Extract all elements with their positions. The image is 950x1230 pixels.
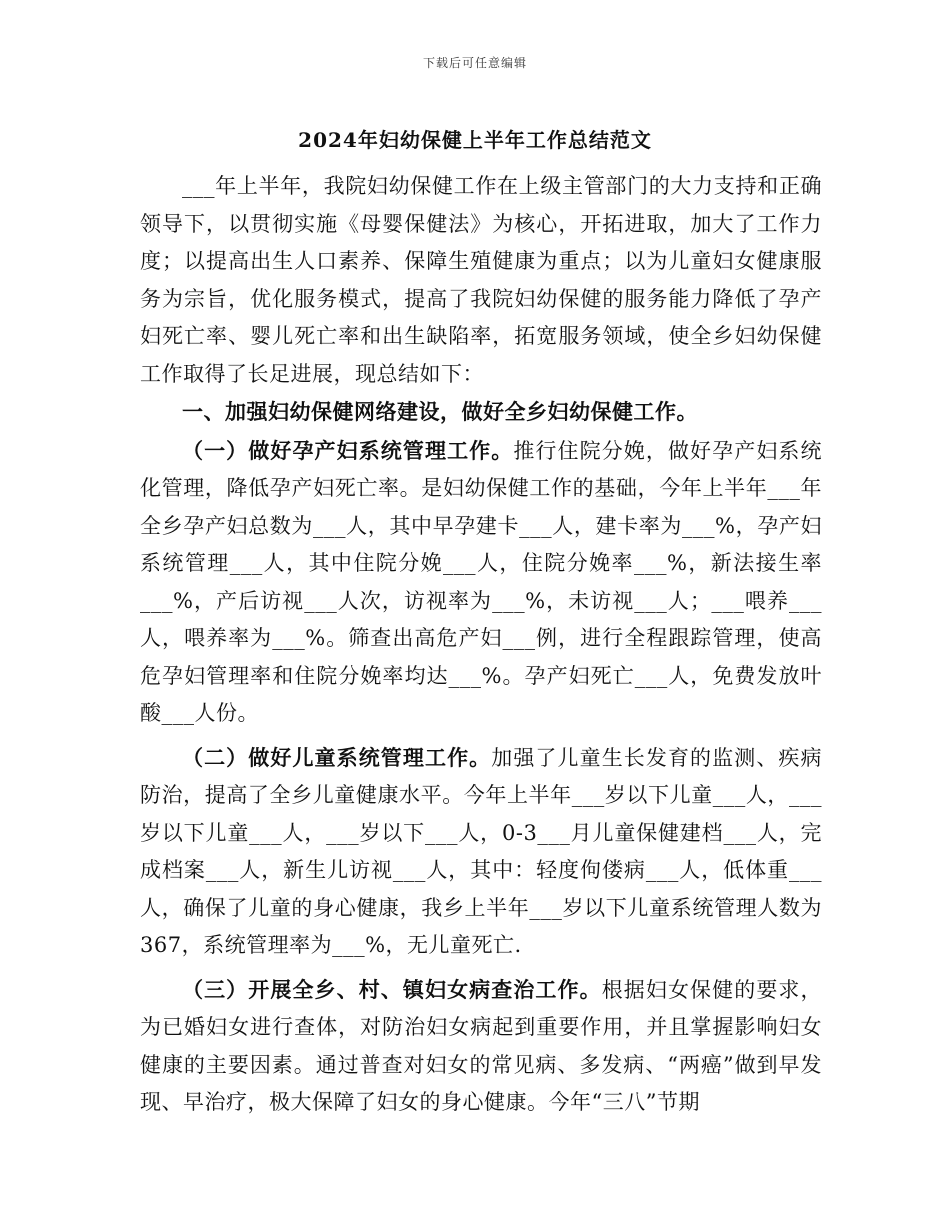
subsection-heading-2: （二）做好儿童系统管理工作。: [182, 744, 492, 770]
intro-paragraph: ___年上半年，我院妇幼保健工作在上级主管部门的大力支持和正确领导下，以贯彻实施《母婴保健法》为核心，开拓进取，加大了工作力度；以提高出生人口素养、保障生殖健康为重点；以为儿童妇女健康服务为宗旨，优化服务模式，提高了我院妇幼保健的服务能力降低了孕产妇死亡率、婴儿死亡率和出生缺陷率，拓宽服务领域，使全乡妇幼保健工作取得了长足进展，现总结如下：: [140, 174, 822, 386]
subsection-heading-3: （三）开展全乡、村、镇妇女病查治工作。: [182, 976, 602, 1002]
subsection-text-1: 推行住院分娩，做好孕产妇系统化管理，降低孕产妇死亡率。是妇幼保健工作的基础，今年上半年___年全乡孕产妇总数为___人，其中早孕建卡___人，建卡率为___%，孕产妇系统管理___人，其中住院分娩___人，住院分娩率___%，新法接生率___%，产后访视___人次，访视率为___%，未访视___人；___喂养___人，喂养率为___%。筛查出高危产妇___例，进行全程跟踪管理，使高危孕妇管理率和住院分娩率均达___%。孕产妇死亡___人，免费发放叶酸___人份。: [140, 438, 823, 725]
section-heading-1: [140, 393, 822, 432]
section-heading-1-text: 一、加强妇幼保健网络建设，做好全乡妇幼保健工作。: [182, 399, 698, 424]
document-body: [140, 168, 822, 1122]
subsection-text-2: 加强了儿童生长发育的监测、疾病防治，提高了全乡儿童健康水平。今年上半年___岁以下儿童___人，___岁以下儿童___人，___岁以下___人，0-3___月儿童保健建档___人，完成档案___人，新生儿访视___人，其中：轻度佝偻病___人，低体重___人，确保了儿童的身心健康，我乡上半年___岁以下儿童系统管理人数为367，系统管理率为___%，无儿童死亡.: [140, 745, 822, 957]
document-title: 2024年妇幼保健上半年工作总结范文: [298, 128, 652, 152]
subsection-text-3: 根据妇女保健的要求，为已婚妇女进行查体，对防治妇女病起到重要作用，并且掌握影响妇女健康的主要因素。通过普查对妇女的常见病、多发病、“两癌”做到早发现、早治疗，极大保障了妇女的身心健康。今年“三八”节期: [140, 977, 823, 1114]
subsection-paragraph-3: [140, 971, 822, 1122]
subsection-heading-1: （一）做好孕产妇系统管理工作。: [182, 437, 514, 463]
subsection-paragraph-1: [140, 432, 822, 733]
subsection-paragraph-2: [140, 739, 822, 965]
page-header-note: 下载后可任意编辑: [422, 56, 527, 70]
